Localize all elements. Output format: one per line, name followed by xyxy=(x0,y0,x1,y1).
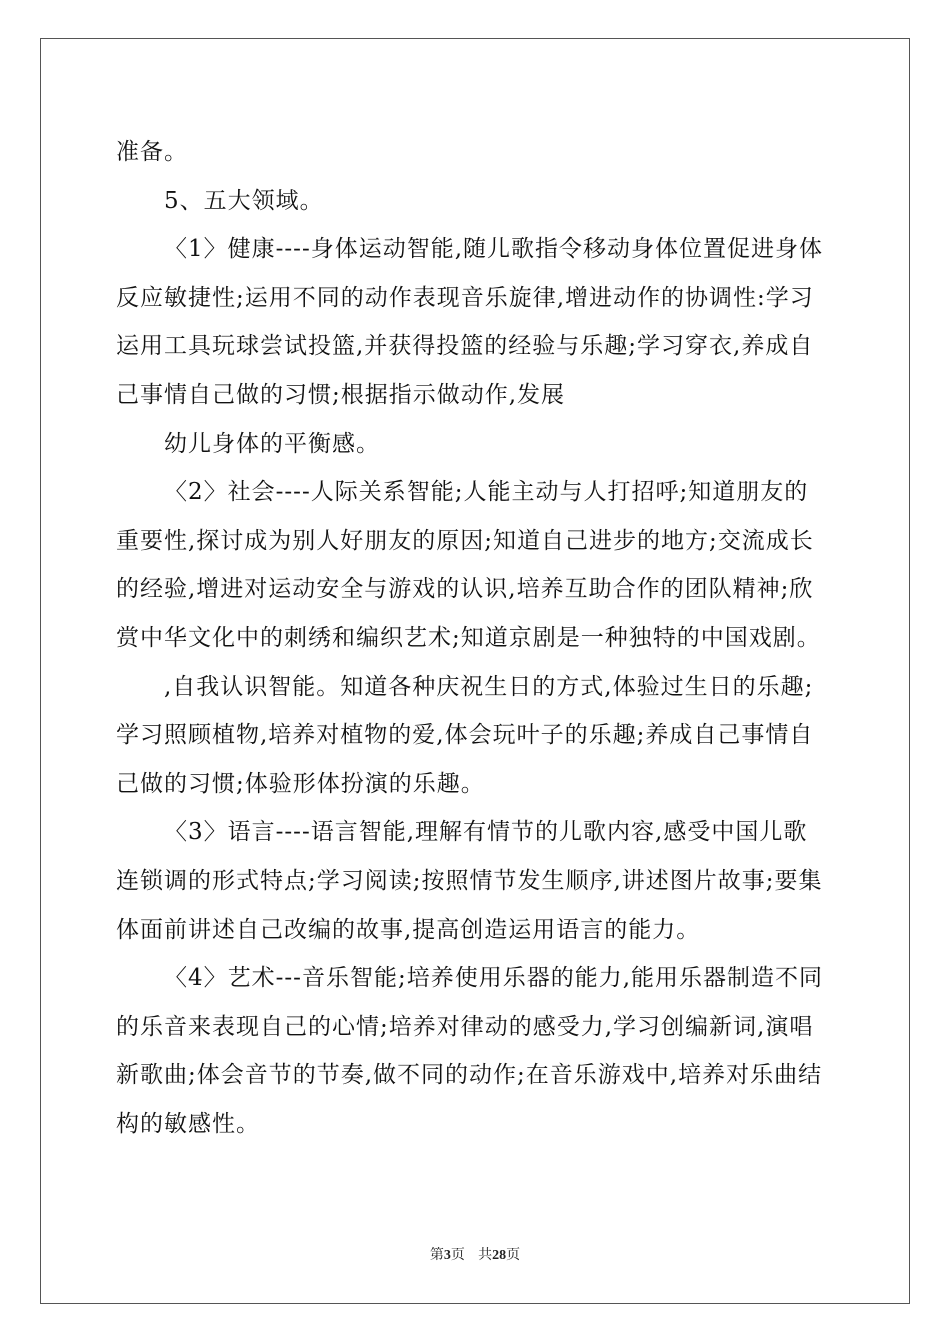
footer-prefix: 第 xyxy=(429,1247,444,1263)
text-line: 准备。 xyxy=(116,139,188,165)
text-line: 己做的习惯;体验形体扮演的乐趣。 xyxy=(116,770,485,797)
text-line: 重要性,探讨成为别人好朋友的原因;知道自己进步的地方;交流成长 xyxy=(116,527,814,554)
text-line: 〈1〉健康----身体运动智能,随儿歌指令移动身体位置促进身体 xyxy=(164,236,824,263)
text-line: 5、五大领域。 xyxy=(164,187,324,214)
document-body xyxy=(116,128,836,1148)
text-line: 体面前讲述自己改编的故事,提高创造运用语言的能力。 xyxy=(116,916,701,943)
total-page-count: 28 xyxy=(492,1248,507,1263)
footer-page-suffix: 页 xyxy=(450,1247,465,1263)
text-line: 幼儿身体的平衡感。 xyxy=(164,430,380,457)
text-line: 己事情自己做的习惯;根据指示做动作,发展 xyxy=(116,381,566,408)
footer-total-prefix: 共 xyxy=(478,1247,493,1263)
footer-total-suffix: 页 xyxy=(506,1247,521,1263)
text-line: 构的敏感性。 xyxy=(116,1110,260,1137)
text-line: 〈4〉艺术---音乐智能;培养使用乐器的能力,能用乐器制造不同 xyxy=(164,965,824,992)
page-footer xyxy=(0,1244,950,1264)
text-line: 运用工具玩球尝试投篮,并获得投篮的经验与乐趣;学习穿衣,养成自 xyxy=(116,333,814,360)
text-line: 的经验,增进对运动安全与游戏的认识,培养互助合作的团队精神;欣 xyxy=(116,576,814,603)
text-line: 〈3〉语言----语言智能,理解有情节的儿歌内容,感受中国儿歌 xyxy=(164,819,808,846)
text-line: 连锁调的形式特点;学习阅读;按照情节发生顺序,讲述图片故事;要集 xyxy=(116,867,823,894)
text-line: 赏中华文化中的刺绣和编织艺术;知道京剧是一种独特的中国戏剧。 xyxy=(116,624,821,651)
text-line: ,自我认识智能。知道各种庆祝生日的方式,体验过生日的乐趣; xyxy=(164,673,814,700)
text-line: 反应敏捷性;运用不同的动作表现音乐旋律,增进动作的协调性:学习 xyxy=(116,284,814,311)
text-line: 学习照顾植物,培养对植物的爱,体会玩叶子的乐趣;养成自己事情自 xyxy=(116,722,814,749)
text-line: 〈2〉社会----人际关系智能;人能主动与人打招呼;知道朋友的 xyxy=(164,479,809,506)
text-line: 的乐音来表现自己的心情;培养对律动的感受力,学习创编新词,演唱 xyxy=(116,1013,814,1040)
current-page-number: 3 xyxy=(443,1248,451,1263)
text-line: 新歌曲;体会音节的节奏,做不同的动作;在音乐游戏中,培养对乐曲结 xyxy=(116,1062,823,1089)
